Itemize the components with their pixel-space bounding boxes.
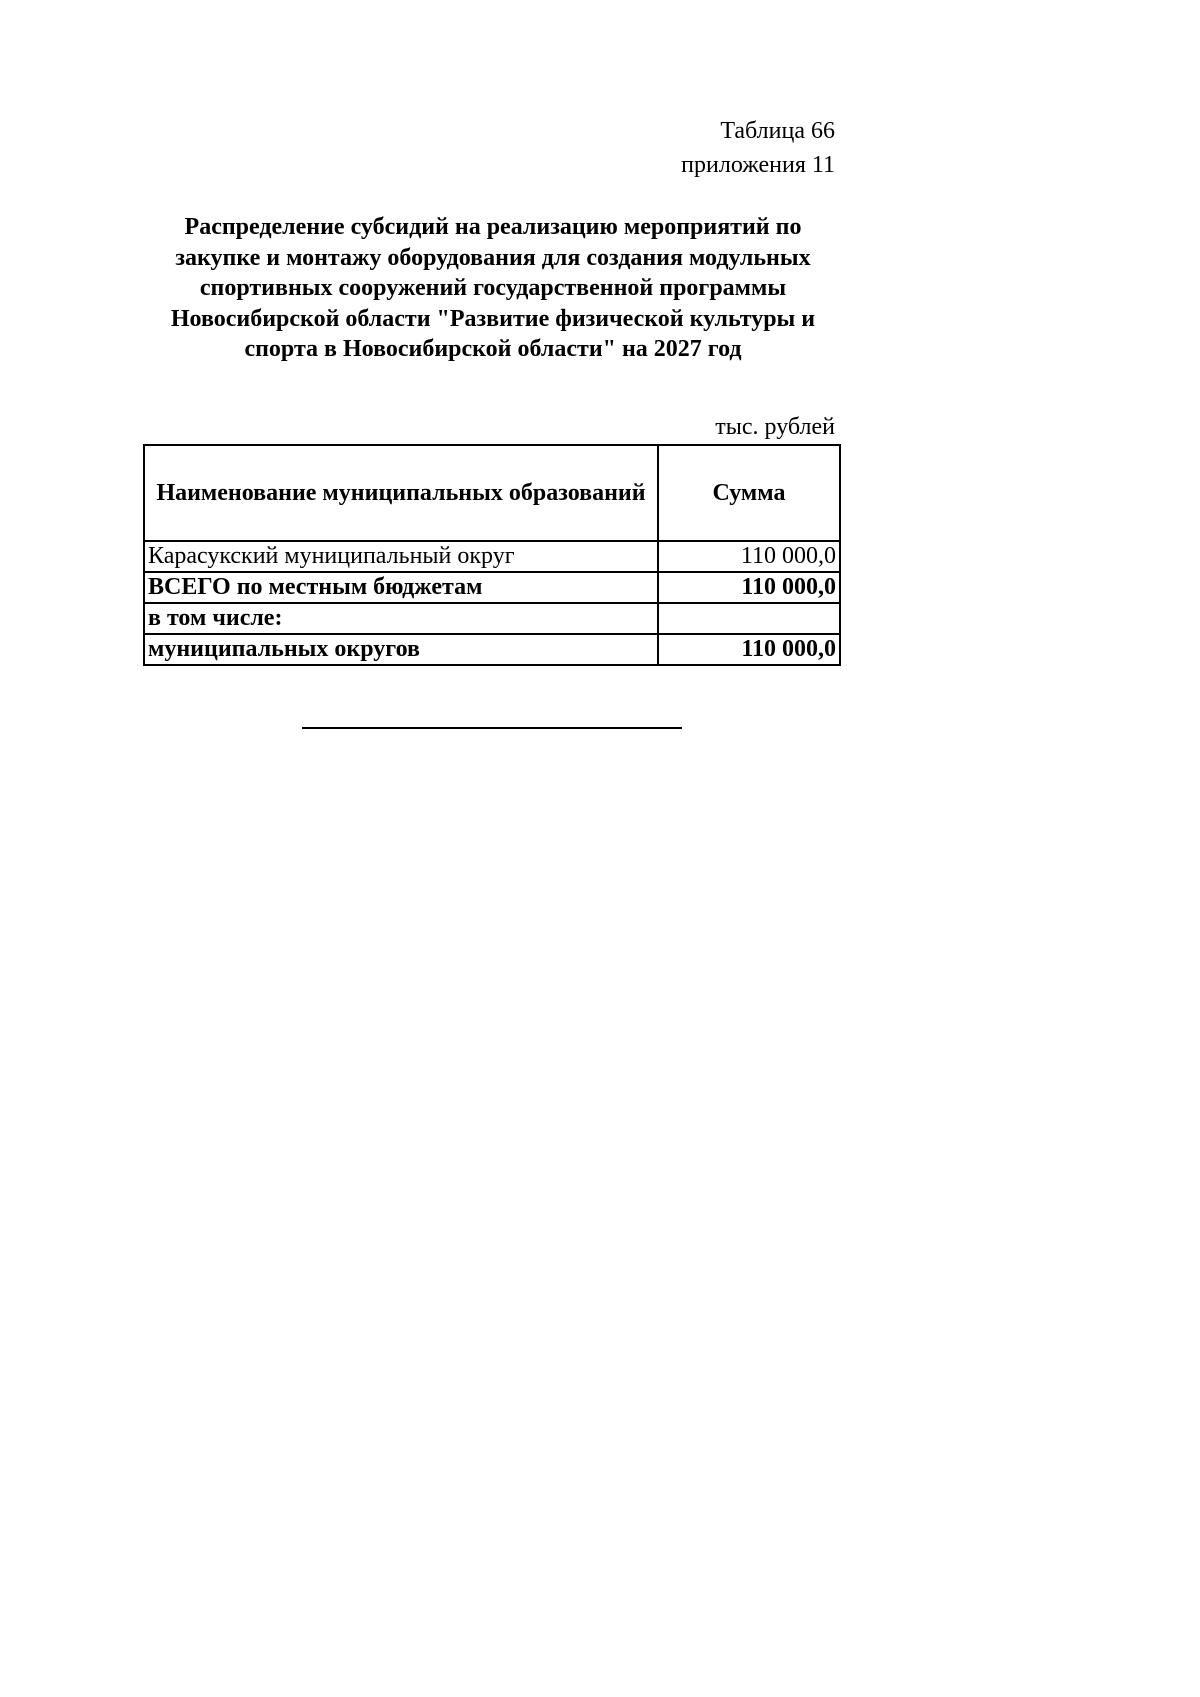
units-label: тыс. рублей xyxy=(715,414,835,440)
row-sum-cell: 110 000,0 xyxy=(658,634,840,665)
table-number: Таблица 66 xyxy=(720,118,835,144)
column-header-sum: Сумма xyxy=(658,445,840,541)
column-header-name: Наименование муниципальных образований xyxy=(144,445,658,541)
row-sum-cell: 110 000,0 xyxy=(658,572,840,603)
document-title: Распределение субсидий на реализацию мероприятий по закупке и монтажу оборудования для создания модульных спортивных сооружений государственной программы Новосибирской области "Развитие физической культуры и спорта в Новосибирской области" на 2027 год xyxy=(170,214,816,362)
row-name-cell: Карасукский муниципальный округ xyxy=(144,541,658,572)
table-row-total xyxy=(144,572,840,603)
table-row xyxy=(144,541,840,572)
appendix-reference: приложения 11 xyxy=(681,152,835,178)
subsidy-table xyxy=(143,444,841,666)
table-row-including xyxy=(144,603,840,634)
row-name-cell: ВСЕГО по местным бюджетам xyxy=(144,572,658,603)
row-name-cell: муниципальных округов xyxy=(144,634,658,665)
row-sum-cell xyxy=(658,603,840,634)
table-row-districts xyxy=(144,634,840,665)
closing-rule xyxy=(302,727,682,729)
row-sum-cell: 110 000,0 xyxy=(658,541,840,572)
table-header-row xyxy=(144,445,840,541)
row-name-cell: в том числе: xyxy=(144,603,658,634)
